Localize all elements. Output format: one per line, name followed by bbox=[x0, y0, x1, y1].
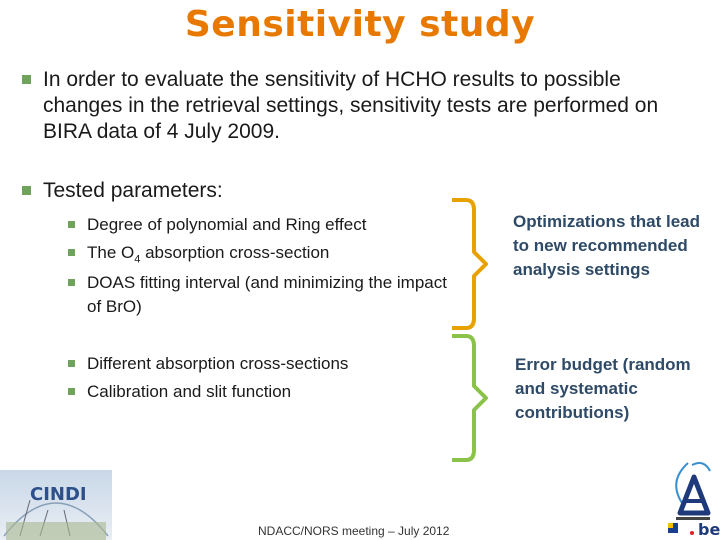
sub-bullet-polynomial: Degree of polynomial and Ring effect bbox=[68, 213, 458, 237]
sub-bullet-doas: DOAS fitting interval (and minimizing the impact of BrO) bbox=[68, 271, 458, 319]
intro-text: In order to evaluate the sensitivity of HCHO results to possible changes in the retrieval settings, sensitivity tests are performed on BIRA data of 4 July 2009. bbox=[43, 68, 659, 143]
be-logo-text: be bbox=[698, 520, 720, 539]
sub-bullet-o4: The $O_4$ absorption cross-section bbox=[68, 241, 458, 271]
footer: NDACC/NORS meeting – July 2012 bbox=[258, 524, 450, 538]
bira-logo bbox=[664, 455, 720, 540]
sub-bullet-cross-sections: Different absorption cross-sections bbox=[68, 352, 458, 376]
sub-bullet-calibration: Calibration and slit function bbox=[68, 380, 458, 404]
page-title: Sensitivity study bbox=[184, 4, 536, 45]
note-error-budget: Error budget (random and systematic contributions) bbox=[515, 355, 691, 422]
cindi-logo-text: CINDI bbox=[30, 484, 87, 505]
note-optimizations: Optimizations that lead to new recommended analysis settings bbox=[513, 212, 701, 279]
tested-parameters-heading: Tested parameters: bbox=[43, 179, 223, 202]
bracket-lower bbox=[452, 336, 486, 460]
cindi-logo bbox=[0, 470, 112, 540]
bracket-upper bbox=[452, 200, 486, 328]
